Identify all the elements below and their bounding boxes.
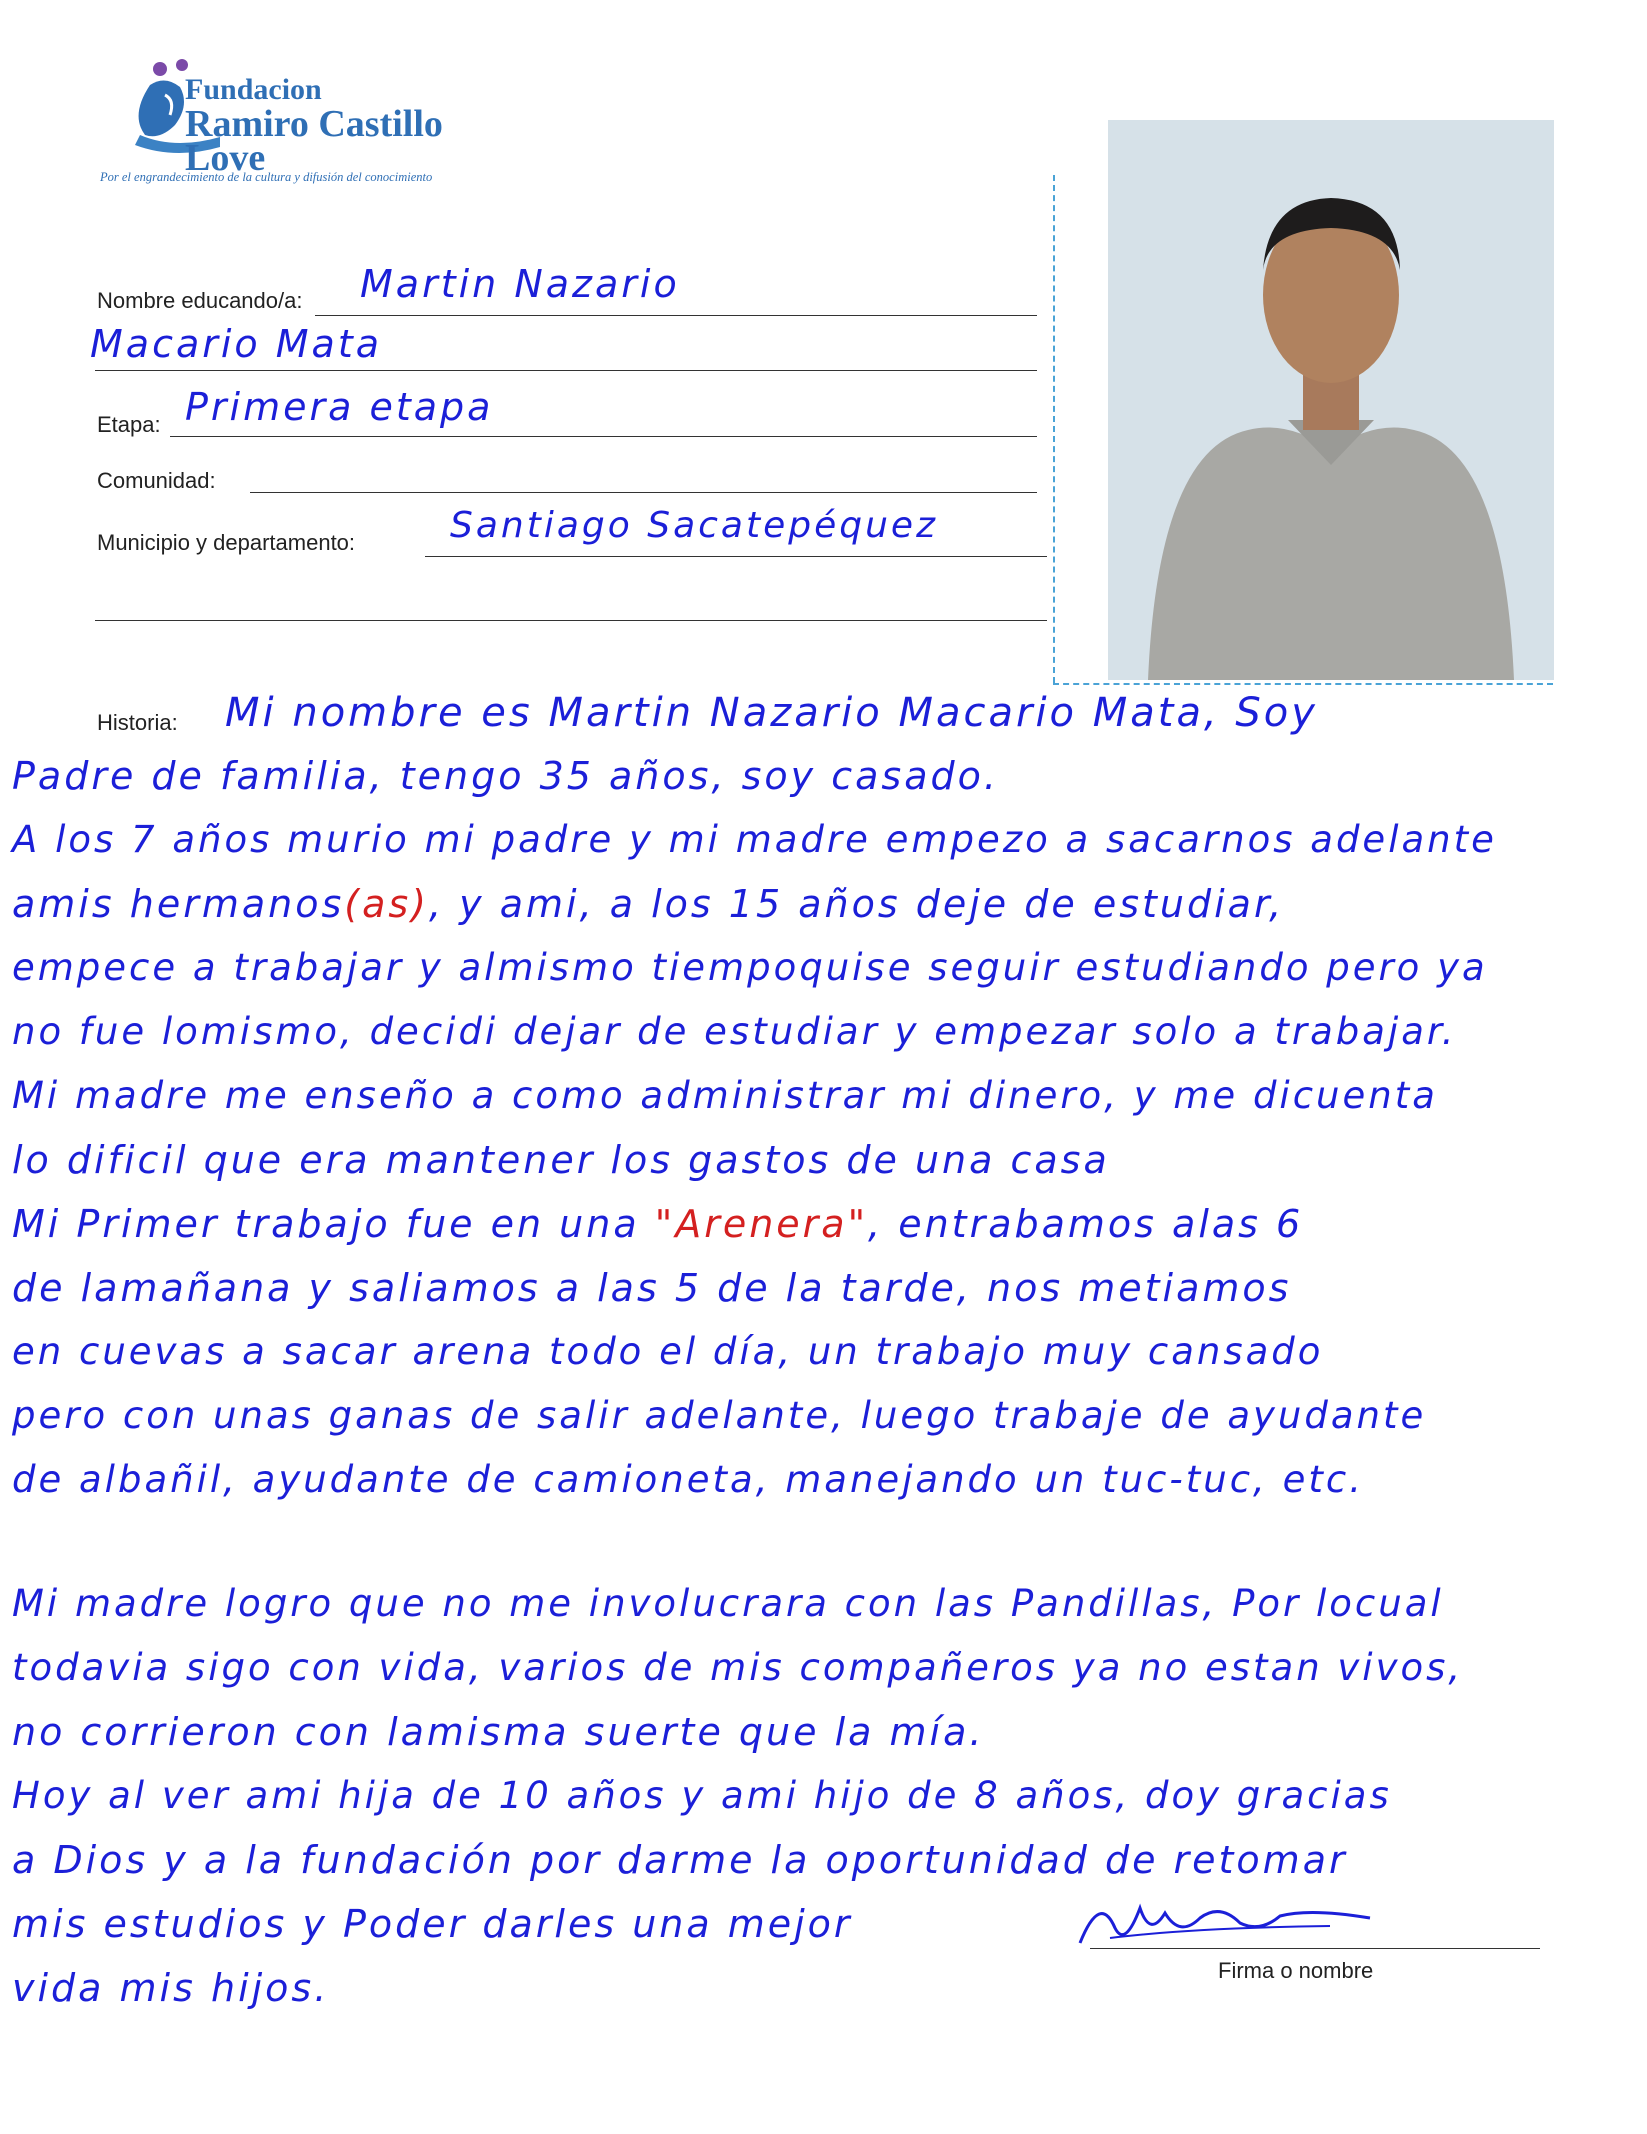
story-line-3: A los 7 años murio mi padre y mi madre empezo a sacarnos adelante [12, 818, 1497, 861]
story-line-17: Hoy al ver ami hija de 10 años y ami hijo de 8 años, doy gracias [12, 1774, 1392, 1817]
story-line-8: lo dificil que era mantener los gastos de una casa [12, 1138, 1110, 1182]
logo-line-1: Fundacion [185, 73, 322, 106]
municipality-line [425, 556, 1047, 557]
photo-border-dashed-bottom [1053, 683, 1553, 685]
logo-title [185, 73, 510, 179]
foundation-logo [90, 55, 510, 195]
municipality-value: Santiago Sacatepéquez [450, 505, 938, 546]
story-line-13: de albañil, ayudante de camioneta, manejando un tuc-tuc, etc. [12, 1458, 1364, 1501]
story-line-15: todavia sigo con vida, varios de mis compañeros ya no estan vivos, [12, 1646, 1464, 1689]
story-line-6: no fue lomismo, decidi dejar de estudiar y empezar solo a trabajar. [12, 1010, 1457, 1053]
blank-line [95, 620, 1047, 621]
story-line-2: Padre de familia, tengo 35 años, soy casado. [12, 754, 999, 798]
name-line-2 [95, 370, 1037, 371]
story-line-9b: "Arenera" [654, 1202, 869, 1246]
story-line-4b: (as) [344, 882, 429, 926]
story-line-7: Mi madre me enseño a como administrar mi dinero, y me dicuenta [12, 1074, 1438, 1117]
logo-tagline: Por el engrandecimiento de la cultura y difusión del conocimiento [100, 170, 433, 184]
stage-value: Primera etapa [185, 385, 494, 429]
story-line-4 [12, 882, 1284, 926]
story-line-20: vida mis hijos. [12, 1966, 330, 2010]
community-label: Comunidad: [97, 468, 216, 493]
story-line-1: Mi nombre es Martin Nazario Macario Mata, Soy [225, 690, 1318, 736]
name-label: Nombre educando/a: [97, 288, 303, 313]
story-line-11: en cuevas a sacar arena todo el día, un trabajo muy cansado [12, 1330, 1324, 1373]
story-line-4c: , y ami, a los 15 años deje de estudiar, [429, 882, 1285, 926]
story-line-12: pero con unas ganas de salir adelante, luego trabaje de ayudante [12, 1394, 1427, 1437]
story-label: Historia: [97, 710, 178, 735]
stage-label: Etapa: [97, 412, 161, 437]
name-line-1 [315, 315, 1037, 316]
name-value-2: Macario Mata [90, 322, 383, 366]
story-line-9c: , entrabamos alas 6 [868, 1202, 1304, 1246]
story-line-4a: amis hermanos [12, 882, 345, 926]
story-line-9 [12, 1202, 1303, 1246]
logo-line-2: Ramiro Castillo Love [185, 103, 443, 179]
community-line [250, 492, 1037, 493]
story-line-9a: Mi Primer trabajo fue en una [12, 1202, 655, 1246]
story-line-10: de lamañana y saliamos a las 5 de la tarde, nos metiamos [12, 1266, 1292, 1310]
signature-label: Firma o nombre [1218, 1958, 1374, 1983]
story-line-5: empece a trabajar y almismo tiempoquise seguir estudiando pero ya [12, 946, 1488, 989]
portrait-image [1108, 120, 1554, 680]
story-line-14: Mi madre logro que no me involucrara con las Pandillas, Por locual [12, 1582, 1444, 1625]
photo-border-dashed [1053, 175, 1055, 683]
name-value-1: Martin Nazario [360, 262, 680, 306]
municipality-label: Municipio y departamento: [97, 530, 356, 555]
story-line-19: mis estudios y Poder darles una mejor [12, 1902, 853, 1946]
signature-line [1090, 1948, 1540, 1949]
student-photo [1108, 120, 1554, 680]
stage-line [170, 436, 1037, 437]
story-line-18: a Dios y a la fundación por darme la oportunidad de retomar [12, 1838, 1348, 1882]
story-line-16: no corrieron con lamisma suerte que la mía. [12, 1710, 985, 1754]
